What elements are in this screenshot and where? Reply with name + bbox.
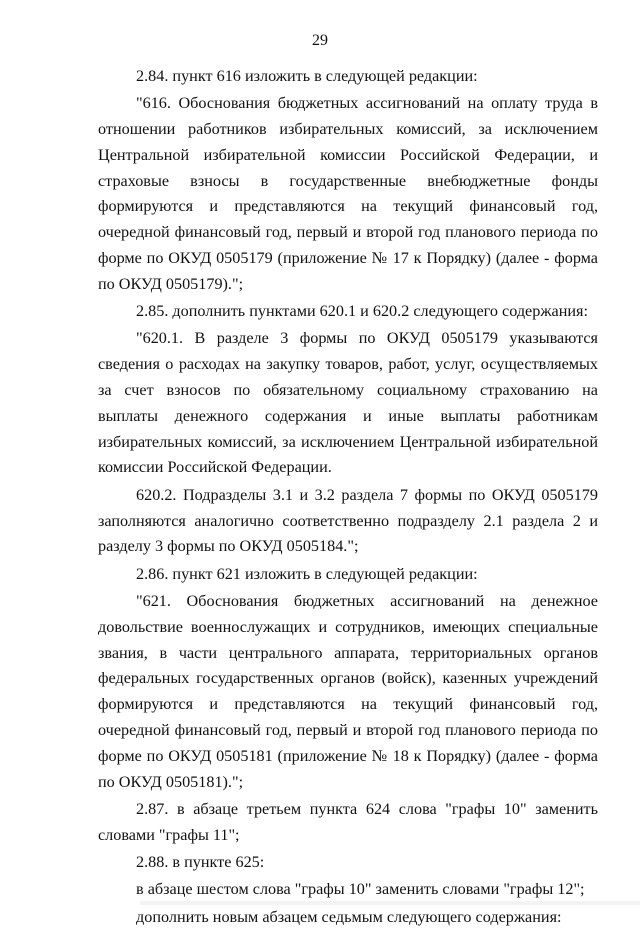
page-number: 29 (312, 32, 328, 49)
document-body (98, 64, 598, 932)
paragraph-2-86: 2.86. пункт 621 изложить в следующей редакции: (136, 564, 478, 583)
scan-edge (140, 901, 640, 905)
paragraph-abzac-6: в абзаце шестом слова "графы 10" заменить словами "графы 12"; (136, 880, 585, 899)
paragraph-2-85: 2.85. дополнить пунктами 620.1 и 620.2 следующего содержания: (136, 302, 588, 321)
paragraph-2-87: 2.87. в абзаце третьем пункта 624 слова "графы 10" заменить словами "графы 11"; (98, 799, 598, 844)
paragraph-620-1: "620.1. В разделе 3 формы по ОКУД 0505179 указываются сведения о расходах на закупку товаров, работ, услуг, осуществляемых за счет взносов по обязательному социальному страхованию на выплаты денежного содержания и иные выплаты работникам избирательных комиссий, за исключением Центральной избирательной комиссии Российской Федерации. (98, 329, 598, 477)
paragraph-abzac-7: дополнить новым абзацем седьмым следующего содержания: (136, 907, 562, 926)
paragraph-620-2: 620.2. Подразделы 3.1 и 3.2 раздела 7 формы по ОКУД 0505179 заполняются аналогично соответственно подразделу 2.1 раздела 2 и разделу 3 формы по ОКУД 0505184."; (98, 485, 598, 556)
paragraph-2-88: 2.88. в пункте 625: (136, 852, 265, 871)
paragraph-621: "621. Обоснования бюджетных ассигнований на денежное довольствие военнослужащих и сотрудников, имеющих специальные звания, в части центрального аппарата, территориальных органов федеральных государственных органов (войск), казенных учреждений формируются и представляются на текущий финансовый год, очередной финансовый год, первый и второй год планового периода по форме по ОКУД 0505181 (приложение № 18 к Порядку) (далее - форма по ОКУД 0505181)."; (98, 591, 598, 791)
paragraph-616: "616. Обоснования бюджетных ассигнований на оплату труда в отношении работников избирательных комиссий, за исключением Центральной избирательной комиссии Российской Федерации, и страховые взносы в государственные внебюджетные фонды формируются и представляются на текущий финансовый год, очередной финансовый год, первый и второй год планового периода по форме по ОКУД 0505179 (приложение № 17 к Порядку) (далее - форма по ОКУД 0505179)."; (98, 94, 598, 293)
paragraph-2-84: 2.84. пункт 616 изложить в следующей редакции: (136, 67, 478, 85)
